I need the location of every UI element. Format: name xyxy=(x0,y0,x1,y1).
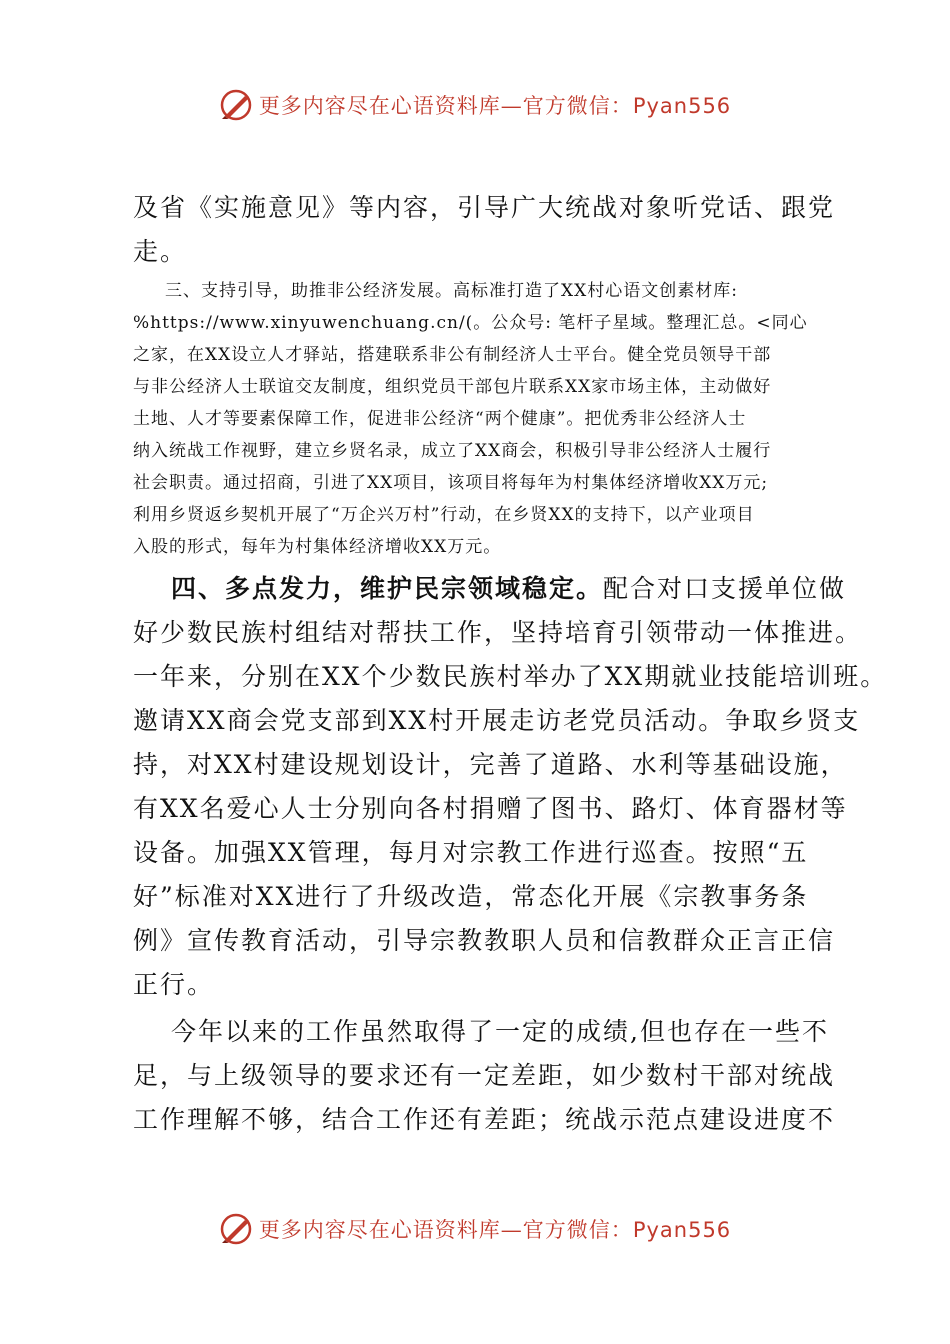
header-banner xyxy=(0,85,950,125)
text-line: 例》宣传教育活动，引导宗教教职人员和信教群众正言正信 xyxy=(133,926,836,955)
text-line: 今年以来的工作虽然取得了一定的成绩,但也存在一些不 xyxy=(171,1017,829,1046)
text-line: 持，对XX村建设规划设计，完善了道路、水利等基础设施， xyxy=(133,750,848,779)
text-line: 足，与上级领导的要求还有一定差距，如少数村干部对统战 xyxy=(133,1061,836,1090)
banner-text: 更多内容尽在心语资料库—官方微信：Pyan556 xyxy=(258,94,732,118)
footer-banner xyxy=(0,1209,950,1249)
wechat-id: Pyan556 xyxy=(632,1218,732,1242)
section-four xyxy=(133,567,887,1007)
text-line: 好少数民族村组结对帮扶工作，坚持培育引领带动一体推进。 xyxy=(133,618,863,647)
text-line: 走。 xyxy=(133,237,188,266)
text-line: 利用乡贤返乡契机开展了“万企兴万村”行动，在乡贤XX的支持下，以产业项目 xyxy=(133,505,755,525)
text-line: 纳入统战工作视野，建立乡贤名录，成立了XX商会，积极引导非公经济人士履行 xyxy=(133,441,772,461)
section-two-end xyxy=(133,186,835,274)
section-four-first-line: 四、多点发力，维护民宗领域稳定。配合对口支援单位做 xyxy=(171,574,847,603)
banner-text: 更多内容尽在心语资料库—官方微信：Pyan556 xyxy=(258,1218,732,1242)
text-line: 工作理解不够，结合工作还有差距；统战示范点建设进度不 xyxy=(133,1105,836,1134)
section-heading: 四、多点发力，维护民宗领域稳定。 xyxy=(171,574,604,603)
text-line: 社会职责。通过招商，引进了XX项目，该项目将每年为村集体经济增收XX万元; xyxy=(133,473,769,493)
text-line: 有XX名爱心人士分别向各村捐赠了图书、路灯、体育器材等 xyxy=(133,794,848,823)
text-line: 土地、人才等要素保障工作，促进非公经济“两个健康”。把优秀非公经济人士 xyxy=(133,409,747,429)
text-line: 正行。 xyxy=(133,970,215,999)
pen-logo-icon xyxy=(219,1212,253,1246)
pen-logo-icon xyxy=(219,88,253,122)
shortcomings-paragraph xyxy=(133,1010,835,1142)
text-line: 之家，在XX设立人才驿站，搭建联系非公有制经济人士平台。健全党员领导干部 xyxy=(133,345,772,365)
text-line: 及省《实施意见》等内容，引导广大统战对象听党话、跟党 xyxy=(133,193,836,222)
section-three xyxy=(133,275,808,563)
text-line: 入股的形式，每年为村集体经济增收XX万元。 xyxy=(133,537,502,557)
text-line: 三、支持引导，助推非公经济发展。高标准打造了XX村心语文创素材库: xyxy=(165,281,738,301)
text-line: 邀请XX商会党支部到XX村开展走访老党员活动。争取乡贤支 xyxy=(133,706,861,735)
text-line: %https://www.xinyuwenchuang.cn/(。公众号: 笔杆子星域。整理汇总。<同心 xyxy=(133,313,808,333)
text-line: 设备。加强XX管理，每月对宗教工作进行巡查。按照“五 xyxy=(133,838,809,867)
text-line: 与非公经济人士联谊交友制度，组织党员干部包片联系XX家市场主体，主动做好 xyxy=(133,377,772,397)
text-line: 一年来，分别在XX个少数民族村举办了XX期就业技能培训班。 xyxy=(133,662,888,691)
wechat-id: Pyan556 xyxy=(632,94,732,118)
text-line: 好”标准对XX进行了升级改造，常态化开展《宗教事务条 xyxy=(133,882,809,911)
